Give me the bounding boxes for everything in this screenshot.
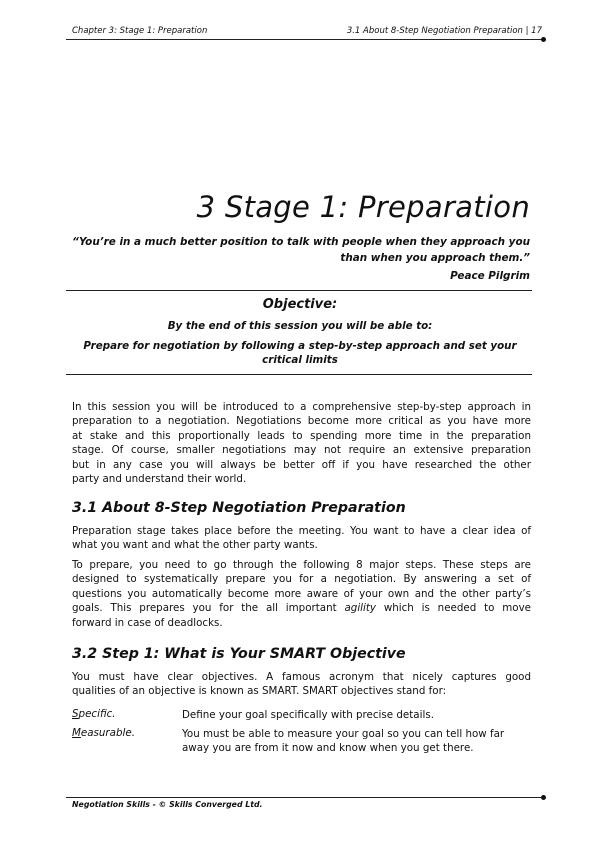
running-header-right: 3.1 About 8-Step Negotiation Preparation | 17 — [346, 26, 542, 36]
text-line: questions you automatically become more aware of your own and the other party’s — [72, 587, 531, 600]
text-fragment: which is needed to move — [376, 602, 531, 615]
quote-line-1: “You’re in a much better position to talk with people when they approach you — [72, 236, 530, 248]
text-line: qualities of an objective is known as SMART. SMART objectives stand for: — [72, 685, 447, 698]
objective-subheading: By the end of this session you will be able to: — [167, 320, 433, 332]
text-line: In this session you will be introduced to a comprehensive step-by-step approach in — [72, 401, 531, 413]
section-3-1-paragraph-2 — [72, 558, 531, 630]
term-specific — [72, 708, 116, 720]
objective-line-2: critical limits — [262, 354, 338, 366]
emphasis-agility: agility — [344, 602, 377, 615]
section-3-1-paragraph-1 — [72, 524, 531, 553]
objective-top-rule — [66, 290, 532, 291]
definition-measurable: You must be able to measure your goal so you can tell how far away you are from it now and know when you get there. — [182, 728, 505, 755]
text-line: designed to systematically prepare you for a negotiation. By answering a set of — [72, 573, 531, 586]
term-measurable — [72, 727, 135, 739]
objective-bottom-rule — [66, 374, 532, 375]
section-3-1-heading: 3.1 About 8-Step Negotiation Preparation — [72, 500, 406, 516]
text-line: To prepare, you need to go through the following 8 major steps. These steps are — [72, 559, 531, 571]
quote-author: Peace Pilgrim — [450, 270, 530, 282]
text-line: but in any case you will always be better off if you have researched the other — [72, 458, 531, 471]
term-rest: easurable. — [80, 727, 135, 739]
text-line: forward in case of deadlocks. — [72, 616, 223, 629]
section-3-2-heading: 3.2 Step 1: What is Your SMART Objective — [72, 646, 406, 662]
term-rest: pecific. — [78, 708, 116, 720]
running-header-left: Chapter 3: Stage 1: Preparation — [72, 26, 208, 36]
term-initial: M — [72, 727, 81, 739]
header-rule-dot — [541, 37, 546, 42]
text-line: party and understand their world. — [72, 473, 247, 486]
objective-heading: Objective: — [262, 297, 338, 312]
term-initial: S — [72, 708, 79, 720]
chapter-title: 3 Stage 1: Preparation — [196, 190, 530, 224]
text-line: You must have clear objectives. A famous acronym that nicely captures good — [72, 671, 531, 683]
definition-specific: Define your goal specifically with precise details. — [182, 709, 434, 721]
footer-text: Negotiation Skills - © Skills Converged Ltd. — [72, 800, 263, 809]
text-line — [72, 601, 531, 615]
header-rule — [66, 39, 546, 40]
objective-line-1: Prepare for negotiation by following a step-by-step approach and set your — [83, 340, 517, 352]
text-line: what you want and what the other party wants. — [72, 539, 318, 552]
text-line: Preparation stage takes place before the meeting. You want to have a clear idea of — [72, 525, 531, 537]
intro-paragraph — [72, 400, 531, 486]
footer-rule-dot — [541, 795, 546, 800]
text-line: stage. Of course, smaller negotiations may not require an extensive preparation — [72, 444, 531, 457]
section-3-2-paragraph — [72, 670, 531, 699]
quote-line-2: than when you approach them.” — [340, 252, 530, 264]
text-line: at stake and this proportionally leads to spending more time in the preparation — [72, 429, 531, 442]
text-fragment: goals. This prepares you for the all important — [72, 602, 345, 615]
text-line: preparation to a negotiation. Negotiations become more critical as you have more — [72, 415, 531, 428]
footer-rule — [66, 797, 544, 798]
